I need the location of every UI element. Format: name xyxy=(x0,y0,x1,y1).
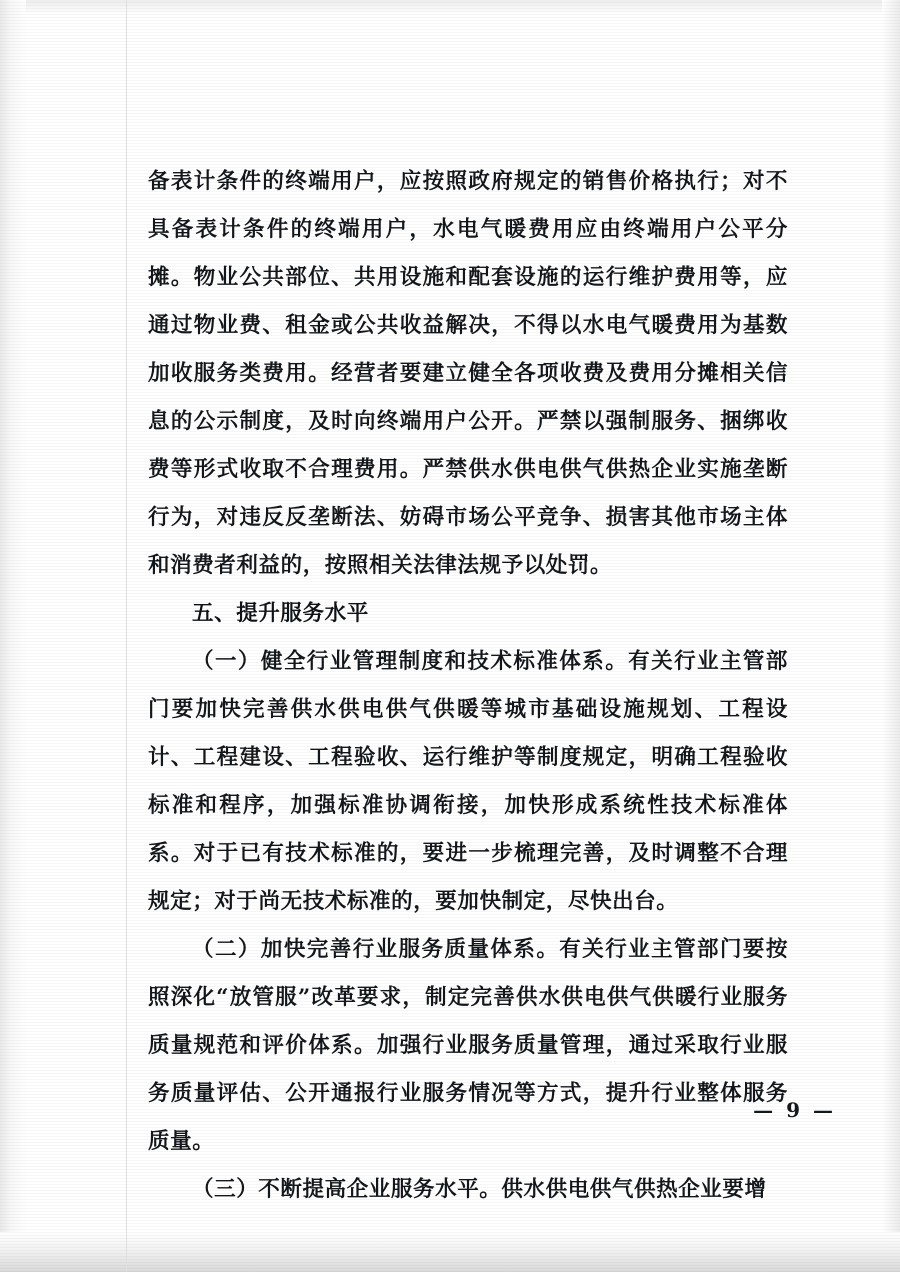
section-heading-five: 五、提升服务水平 xyxy=(192,601,369,626)
scan-edge-bottom xyxy=(0,1232,900,1272)
scan-edge-top xyxy=(0,0,900,14)
paragraph-item-two: （二）加快完善行业服务质量体系。有关行业主管部门要按照深化“放管服”改革要求，制定完善供水供电供气供暖行业服务质量规范和评价体系。加强行业服务质量管理，通过采取行业服务质量评估、公开通报行业服务情况等方式，提升行业整体服务质量。 xyxy=(148,937,788,1154)
document-body xyxy=(148,158,788,1214)
paragraph-item-three: （三）不断提高企业服务水平。供水供电供气供热企业要增 xyxy=(192,1177,767,1202)
page-fold-line xyxy=(126,0,127,1272)
page-number: — 9 — xyxy=(753,1098,836,1122)
paragraph-continued: 备表计条件的终端用户，应按照政府规定的销售价格执行；对不具备表计条件的终端用户，水电气暖费用应由终端用户公平分摊。物业公共部位、共用设施和配套设施的运行维护费用等，应通过物业费、租金或公共收益解决，不得以水电气暖费用为基数加收服务类费用。经营者要建立健全各项收费及费用分摊相关信息的公示制度，及时向终端用户公开。严禁以强制服务、捆绑收费等形式收取不合理费用。严禁供水供电供气供热企业实施垄断行为，对违反反垄断法、妨碍市场公平竞争、损害其他市场主体和消费者利益的，按照相关法律法规予以处罚。 xyxy=(148,169,788,578)
paragraph-item-one: （一）健全行业管理制度和技术标准体系。有关行业主管部门要加快完善供水供电供气供暖等城市基础设施规划、工程设计、工程建设、工程验收、运行维护等制度规定，明确工程验收标准和程序，加强标准协调衔接，加快形成系统性技术标准体系。对于已有技术标准的，要进一步梳理完善，及时调整不合理规定；对于尚无技术标准的，要加快制定，尽快出台。 xyxy=(148,649,788,914)
scan-edge-right xyxy=(882,0,900,1272)
scan-edge-left xyxy=(0,0,26,1272)
